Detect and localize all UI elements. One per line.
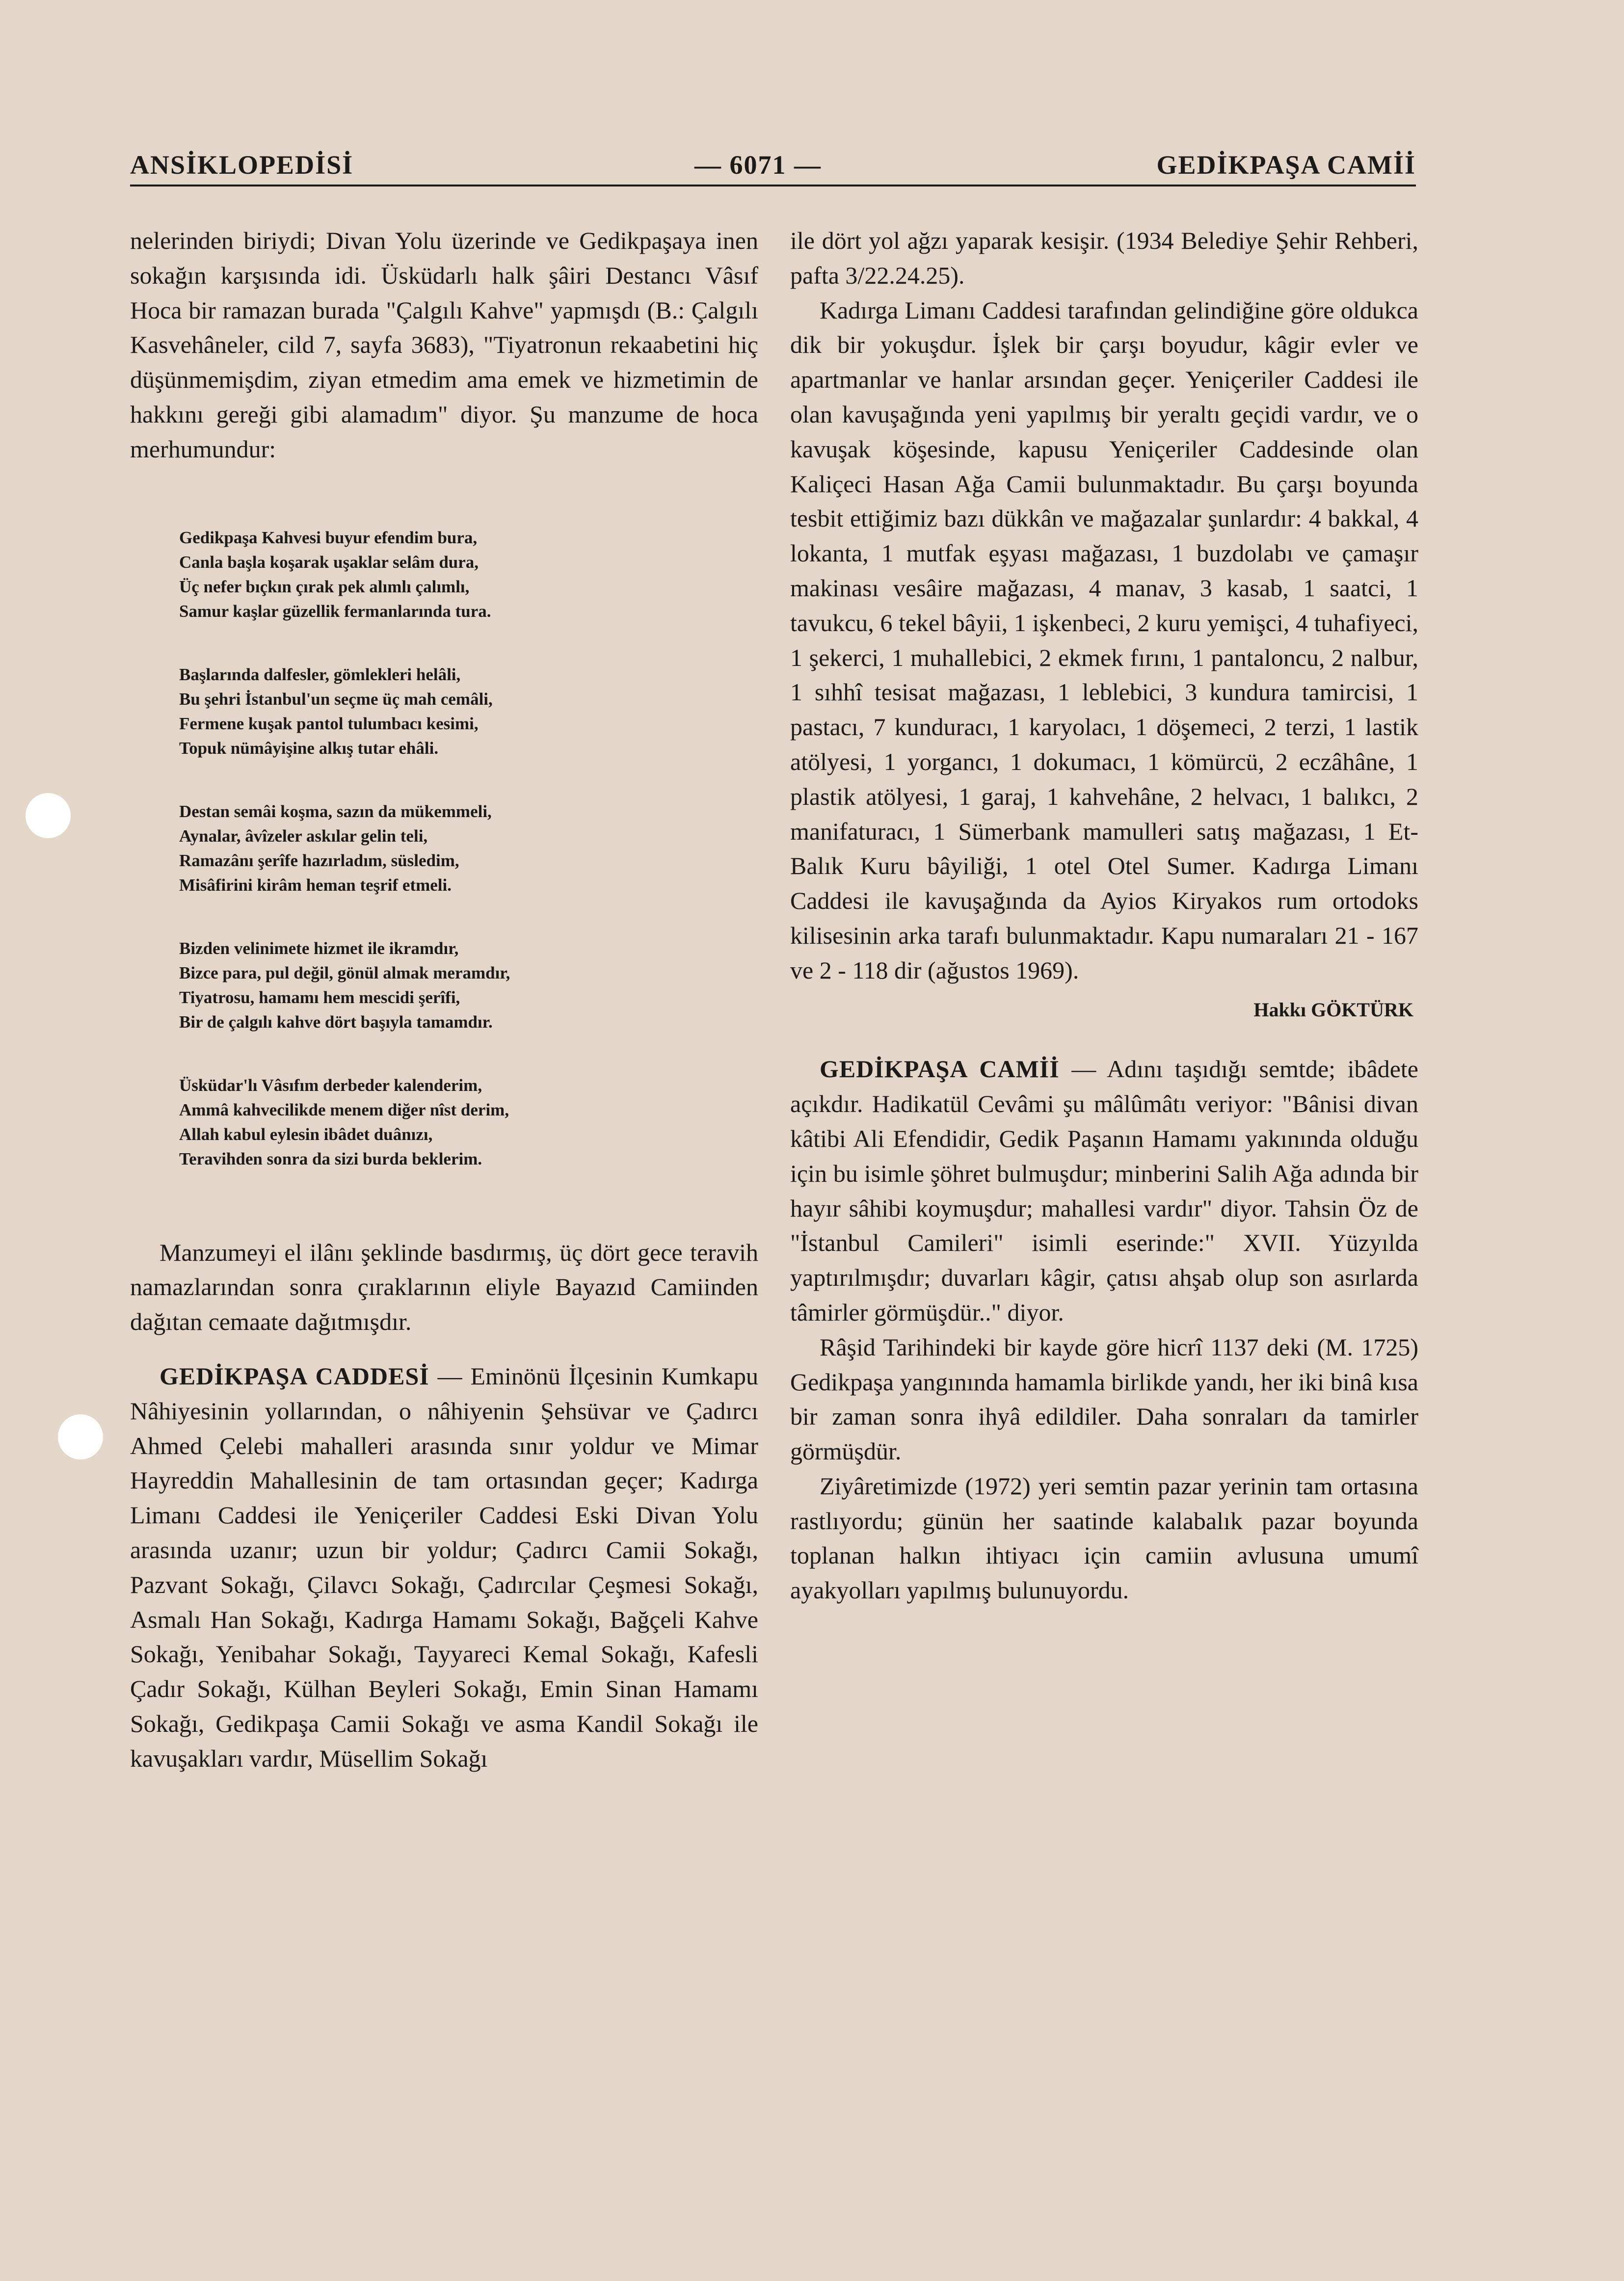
camii-text-1: — Adını taşıdığı semtde; ibâdete açıkdır. Hadikatül Cevâmi şu mâlûmâtı veriyor: "Bânisi divan kâtibi Ali Efendidir, Gedik Paşanın Hamamı yakınında olduğu için bu isimle şöhret bulmuşdur; minberini Salih Ağa adında bir hayır sâhibi koymuşdur; mahallesi vardır" diyor. Tahsin Öz de "İstanbul Camileri" isimli eserinde:" XVII. Yüzyılda yaptırılmışdır; duvarları kâgir, çatısı ahşab olup son asırlarda tâmirler görmüşdür.." diyor. xyxy=(790,1055,1418,1326)
poem-line: Misâfirini kirâm heman teşrif etmeli. xyxy=(179,875,452,895)
camii-paragraph-2: Râşid Tarihindeki bir kayde göre hicrî 1137 deki (M. 1725) Gedikpaşa yangınında hamamla birlikde yandı, her iki binâ kısa bir zaman sonra ihyâ edildiler. Daha sonraları da tamirler görmüşdür. xyxy=(790,1333,1418,1465)
poem-stanza xyxy=(179,526,758,624)
poem-stanza xyxy=(179,799,758,898)
poem-line: Ammâ kahvecilikde menem diğer nîst derim, xyxy=(179,1100,509,1119)
right-column xyxy=(790,223,1418,1608)
right-paragraph-2: Kadırga Limanı Caddesi tarafından gelindiğine göre oldukca dik bir yokuşdur. İşlek bir çarşı boyudur, kâgir evler ve apartmanlar ve hanlar arsından geçer. Yeniçeriler Caddesi ile olan kavuşağında yeni yapılmış bir yeraltı geçidi vardır, ve o kavuşak köşesinde, kapusu Yeniçeriler Caddesinde olan Kaliçeci Hasan Ağa Camii bulunmaktadır. Bu çarşı boyunda tesbit ettiğimiz bazı dükkân ve mağazalar şunlardır: 4 bakkal, 4 lokanta, 1 mutfak eşyası mağazası, 1 buzdolabı ve çamaşır makinası vesâire mağazası, 4 manav, 3 kasab, 1 saatci, 1 tavukcu, 6 tekel bâyii, 1 işkenbeci, 2 kuru yemişci, 4 tuhafiyeci, 1 şekerci, 1 muhallebici, 2 ekmek fırını, 1 pantaloncu, 2 nalbur, 1 sıhhî tesisat mağazası, 1 leblebici, 3 kundura tamircisi, 1 pastacı, 7 kunduracı, 1 karyolacı, 1 döşemeci, 2 terzi, 1 lastik atölyesi, 1 yorgancı, 1 dokumacı, 1 kömürcü, 2 eczâhâne, 1 plastik atölyesi, 1 garaj, 1 kahvehâne, 2 helvacı, 1 balıkcı, 2 manifaturacı, 1 Sümerbank mamulleri satış mağazası, 1 Et-Balık Kuru bâyiliği, 1 otel Otel Sumer. Kadırga Limanı Caddesi ile kavuşağında da Ayios Kiryakos rum ortodoks kilisesinin arka tarafı bulunmaktadır. Kapu numaraları 21 - 167 ve 2 - 118 dir (ağustos 1969). xyxy=(790,296,1418,984)
poem-line: Allah kabul eylesin ibâdet duânızı, xyxy=(179,1124,433,1144)
poem-line: Bizce para, pul değil, gönül almak meramdır, xyxy=(179,963,510,982)
poem-line: Bir de çalgılı kahve dört başıyla tamamdır. xyxy=(179,1012,493,1032)
signature: Hakkı GÖKTÜRK xyxy=(1253,998,1413,1021)
poem-line: Üç nefer bıçkın çırak pek alımlı çalımlı, xyxy=(179,577,470,596)
intro-paragraph: nelerinden biriydi; Divan Yolu üzerinde ve Gedikpaşaya inen sokağın karşısında idi. Üsküdarlı halk şâiri Destancı Vâsıf Hoca bir ramazan burada "Çalgılı Kahve" yapmışdı (B.: Çalgılı Kasvehâneler, cild 7, sayfa 3683), "Tiyatronun rekaabetini hiç düşünmemişdim, ziyan etmedim ama emek ve hizmetimin de hakkını gereği gibi alamadım" diyor. Şu manzume de hoca merhumundur: xyxy=(130,227,758,463)
page-number: — 6071 — xyxy=(694,150,822,180)
poem-stanza xyxy=(179,936,758,1034)
poem-line: Bizden velinimete hizmet ile ikramdır, xyxy=(179,938,459,958)
poem-line: Başlarında dalfesler, gömlekleri helâli, xyxy=(179,664,461,684)
after-poem-paragraph: Manzumeyi el ilânı şeklinde basdırmış, üç dört gece teravih namazlarından sonra çıraklarının eliyle Bayazıd Camiinden dağıtan cemaate dağıtmışdır. xyxy=(130,1238,758,1336)
poem-stanza xyxy=(179,1073,758,1171)
poem-stanza xyxy=(179,663,758,761)
page-header xyxy=(130,150,1416,184)
poem-line: Samur kaşlar güzellik fermanlarında tura. xyxy=(179,601,491,621)
poem-line: Teravihden sonra da sizi burda beklerim. xyxy=(179,1149,482,1168)
poem-line: Canla başla koşarak uşaklar selâm dura, xyxy=(179,552,479,572)
poem-line: Fermene kuşak pantol tulumbacı kesimi, xyxy=(179,714,479,733)
poem-line: Ramazânı şerîfe hazırladım, süsledim, xyxy=(179,850,459,870)
camii-paragraph-3: Ziyâretimizde (1972) yeri semtin pazar yerinin tam ortasına rastlıyordu; günün her saatinde kalabalık pazar boyunda toplanan halkın ihtiyacı için camiin avlusuna umumî ayakyolları yapılmış bulunuyordu. xyxy=(790,1472,1418,1604)
camii-heading: GEDİKPAŞA CAMİİ xyxy=(820,1055,1060,1083)
header-left: ANSİKLOPEDİSİ xyxy=(130,150,354,180)
caddesi-entry xyxy=(130,1359,758,1776)
binder-hole-top xyxy=(26,793,71,838)
caddesi-text: — Eminönü İlçesinin Kumkapu Nâhiyesinin yollarından, o nâhiyenin Şehsüvar ve Çadırcı Ahmed Çelebi mahalleri arasında sınır yoldur ve Mimar Hayreddin Mahallesinin de tam ortasından geçer; Kadırga Limanı Caddesi ile Yeniçeriler Caddesi Eski Divan Yolu arasında uzanır; uzun bir yoldur; Çadırcı Camii Sokağı, Pazvant Sokağı, Çilavcı Sokağı, Çadırcılar Çeşmesi Sokağı, Asmalı Han Sokağı, Kadırga Hamamı Sokağı, Bağçeli Kahve Sokağı, Yenibahar Sokağı, Tayyareci Kemal Sokağı, Kafesli Çadır Sokağı, Külhan Beyleri Sokağı, Emin Sinan Hamamı Sokağı, Gedikpaşa Camii Sokağı ve asma Kandil Sokağı ile kavuşakları vardır, Müsellim Sokağı xyxy=(130,1362,758,1772)
poem-line: Destan semâi koşma, sazın da mükemmeli, xyxy=(179,801,492,821)
poem-line: Aynalar, âvîzeler askılar gelin teli, xyxy=(179,826,428,846)
caddesi-heading: GEDİKPAŞA CADDESİ xyxy=(160,1362,429,1390)
poem-line: Üsküdar'lı Vâsıfım derbeder kalenderim, xyxy=(179,1075,482,1095)
right-paragraph-1: ile dört yol ağzı yaparak kesişir. (1934 Belediye Şehir Rehberi, pafta 3/22.24.25). xyxy=(790,227,1418,289)
poem-line: Topuk nümâyişine alkış tutar ehâli. xyxy=(179,738,439,758)
poem-line: Gedikpaşa Kahvesi buyur efendim bura, xyxy=(179,528,478,547)
poem-line: Tiyatrosu, hamamı hem mescidi şerîfi, xyxy=(179,987,460,1007)
header-rule xyxy=(130,185,1416,186)
poem-line: Bu şehri İstanbul'un seçme üç mah cemâli, xyxy=(179,689,493,709)
header-right: GEDİKPAŞA CAMİİ xyxy=(1156,150,1416,180)
binder-hole-bottom xyxy=(58,1414,103,1459)
left-column xyxy=(130,223,758,1776)
poem xyxy=(179,526,758,1171)
camii-entry xyxy=(790,1052,1418,1329)
